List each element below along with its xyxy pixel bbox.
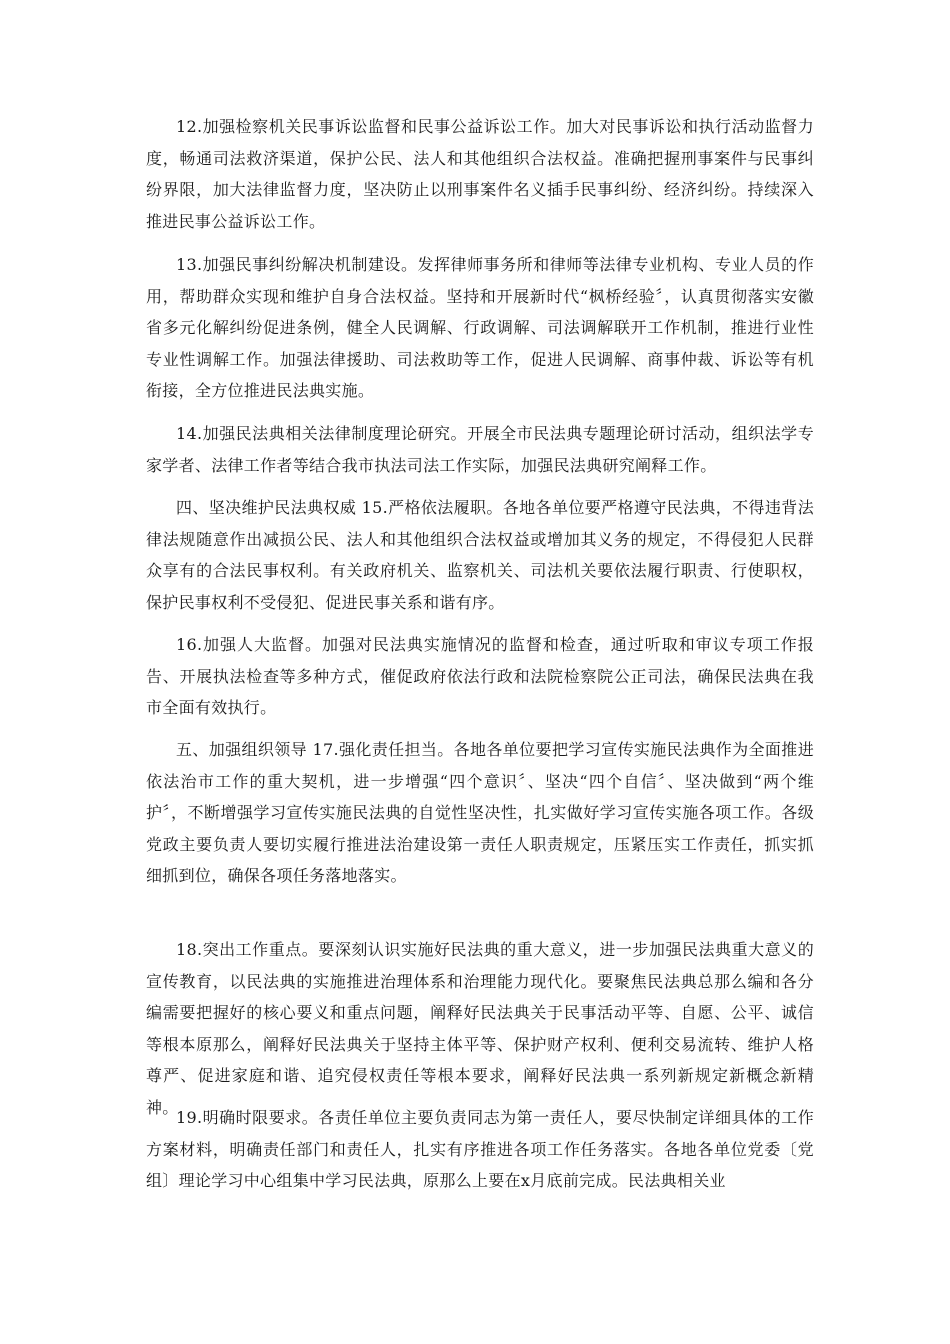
paragraph-18: 18.突出工作重点。要深刻认识实施好民法典的重大意义，进一步加强民法典重大意义的宣传教育，以民法典的实施推进治理体系和治理能力现代化。要聚焦民法典总那么编和各分编需要把握好的核心要义和重点问题，阐释好民法典关于民事活动平等、自愿、公平、诚信等根本原那么，阐释好民法典关于坚持主体平等、保护财产权利、便利交易流转、维护人格尊严、促进家庭和谐、追究侵权责任等根本要求，阐释好民法典一系列新规定新概念新精神。 [146,940,814,1117]
paragraph-15: 四、坚决维护民法典权威 15.严格依法履职。各地各单位要严格遵守民法典，不得违背法律法规随意作出减损公民、法人和其他组织合法权益或增加其义务的规定，不得侵犯人民群众享有的合法民事权利。有关政府机关、监察机关、司法机关要依法履行职责、行使职权，保护民事权利不受侵犯、促进民事关系和谐有序。 [146,498,814,612]
paragraph-14: 14.加强民法典相关法律制度理论研究。开展全市民法典专题理论研讨活动，组织法学专家学者、法律工作者等结合我市执法司法工作实际，加强民法典研究阐释工作。 [146,424,814,475]
paragraph-19: 19.明确时限要求。各责任单位主要负责同志为第一责任人，要尽快制定详细具体的工作方案材料，明确责任部门和责任人，扎实有序推进各项工作任务落实。各地各单位党委〔党组〕理论学习中心组集中学习民法典，原那么上要在x月底前完成。民法典相关业 [146,1108,814,1190]
paragraph-16: 16.加强人大监督。加强对民法典实施情况的监督和检查，通过听取和审议专项工作报告、开展执法检查等多种方式，催促政府依法行政和法院检察院公正司法，确保民法典在我市全面有效执行。 [146,635,814,717]
paragraph-13: 13.加强民事纠纷解决机制建设。发挥律师事务所和律师等法律专业机构、专业人员的作用，帮助群众实现和维护自身合法权益。坚持和开展新时代“枫桥经验〞，认真贯彻落实安徽省多元化解纠纷促进条例，健全人民调解、行政调解、司法调解联开工作机制，推进行业性专业性调解工作。加强法律援助、司法救助等工作，促进人民调解、商事仲裁、诉讼等有机衔接，全方位推进民法典实施。 [146,255,814,400]
paragraph-17: 五、加强组织领导 17.强化责任担当。各地各单位要把学习宣传实施民法典作为全面推进依法治市工作的重大契机，进一步增强“四个意识〞、坚决“四个自信〞、坚决做到“两个维护〞，不断增强学习宣传实施民法典的自觉性坚决性，扎实做好学习宣传实施各项工作。各级党政主要负责人要切实履行推进法治建设第一责任人职责规定，压紧压实工作责任，抓实抓细抓到位，确保各项任务落地落实。 [146,740,814,885]
paragraph-12: 12.加强检察机关民事诉讼监督和民事公益诉讼工作。加大对民事诉讼和执行活动监督力度，畅通司法救济渠道，保护公民、法人和其他组织合法权益。准确把握刑事案件与民事纠纷界限，加大法律监督力度，坚决防止以刑事案件名义插手民事纠纷、经济纠纷。持续深入推进民事公益诉讼工作。 [146,117,814,231]
